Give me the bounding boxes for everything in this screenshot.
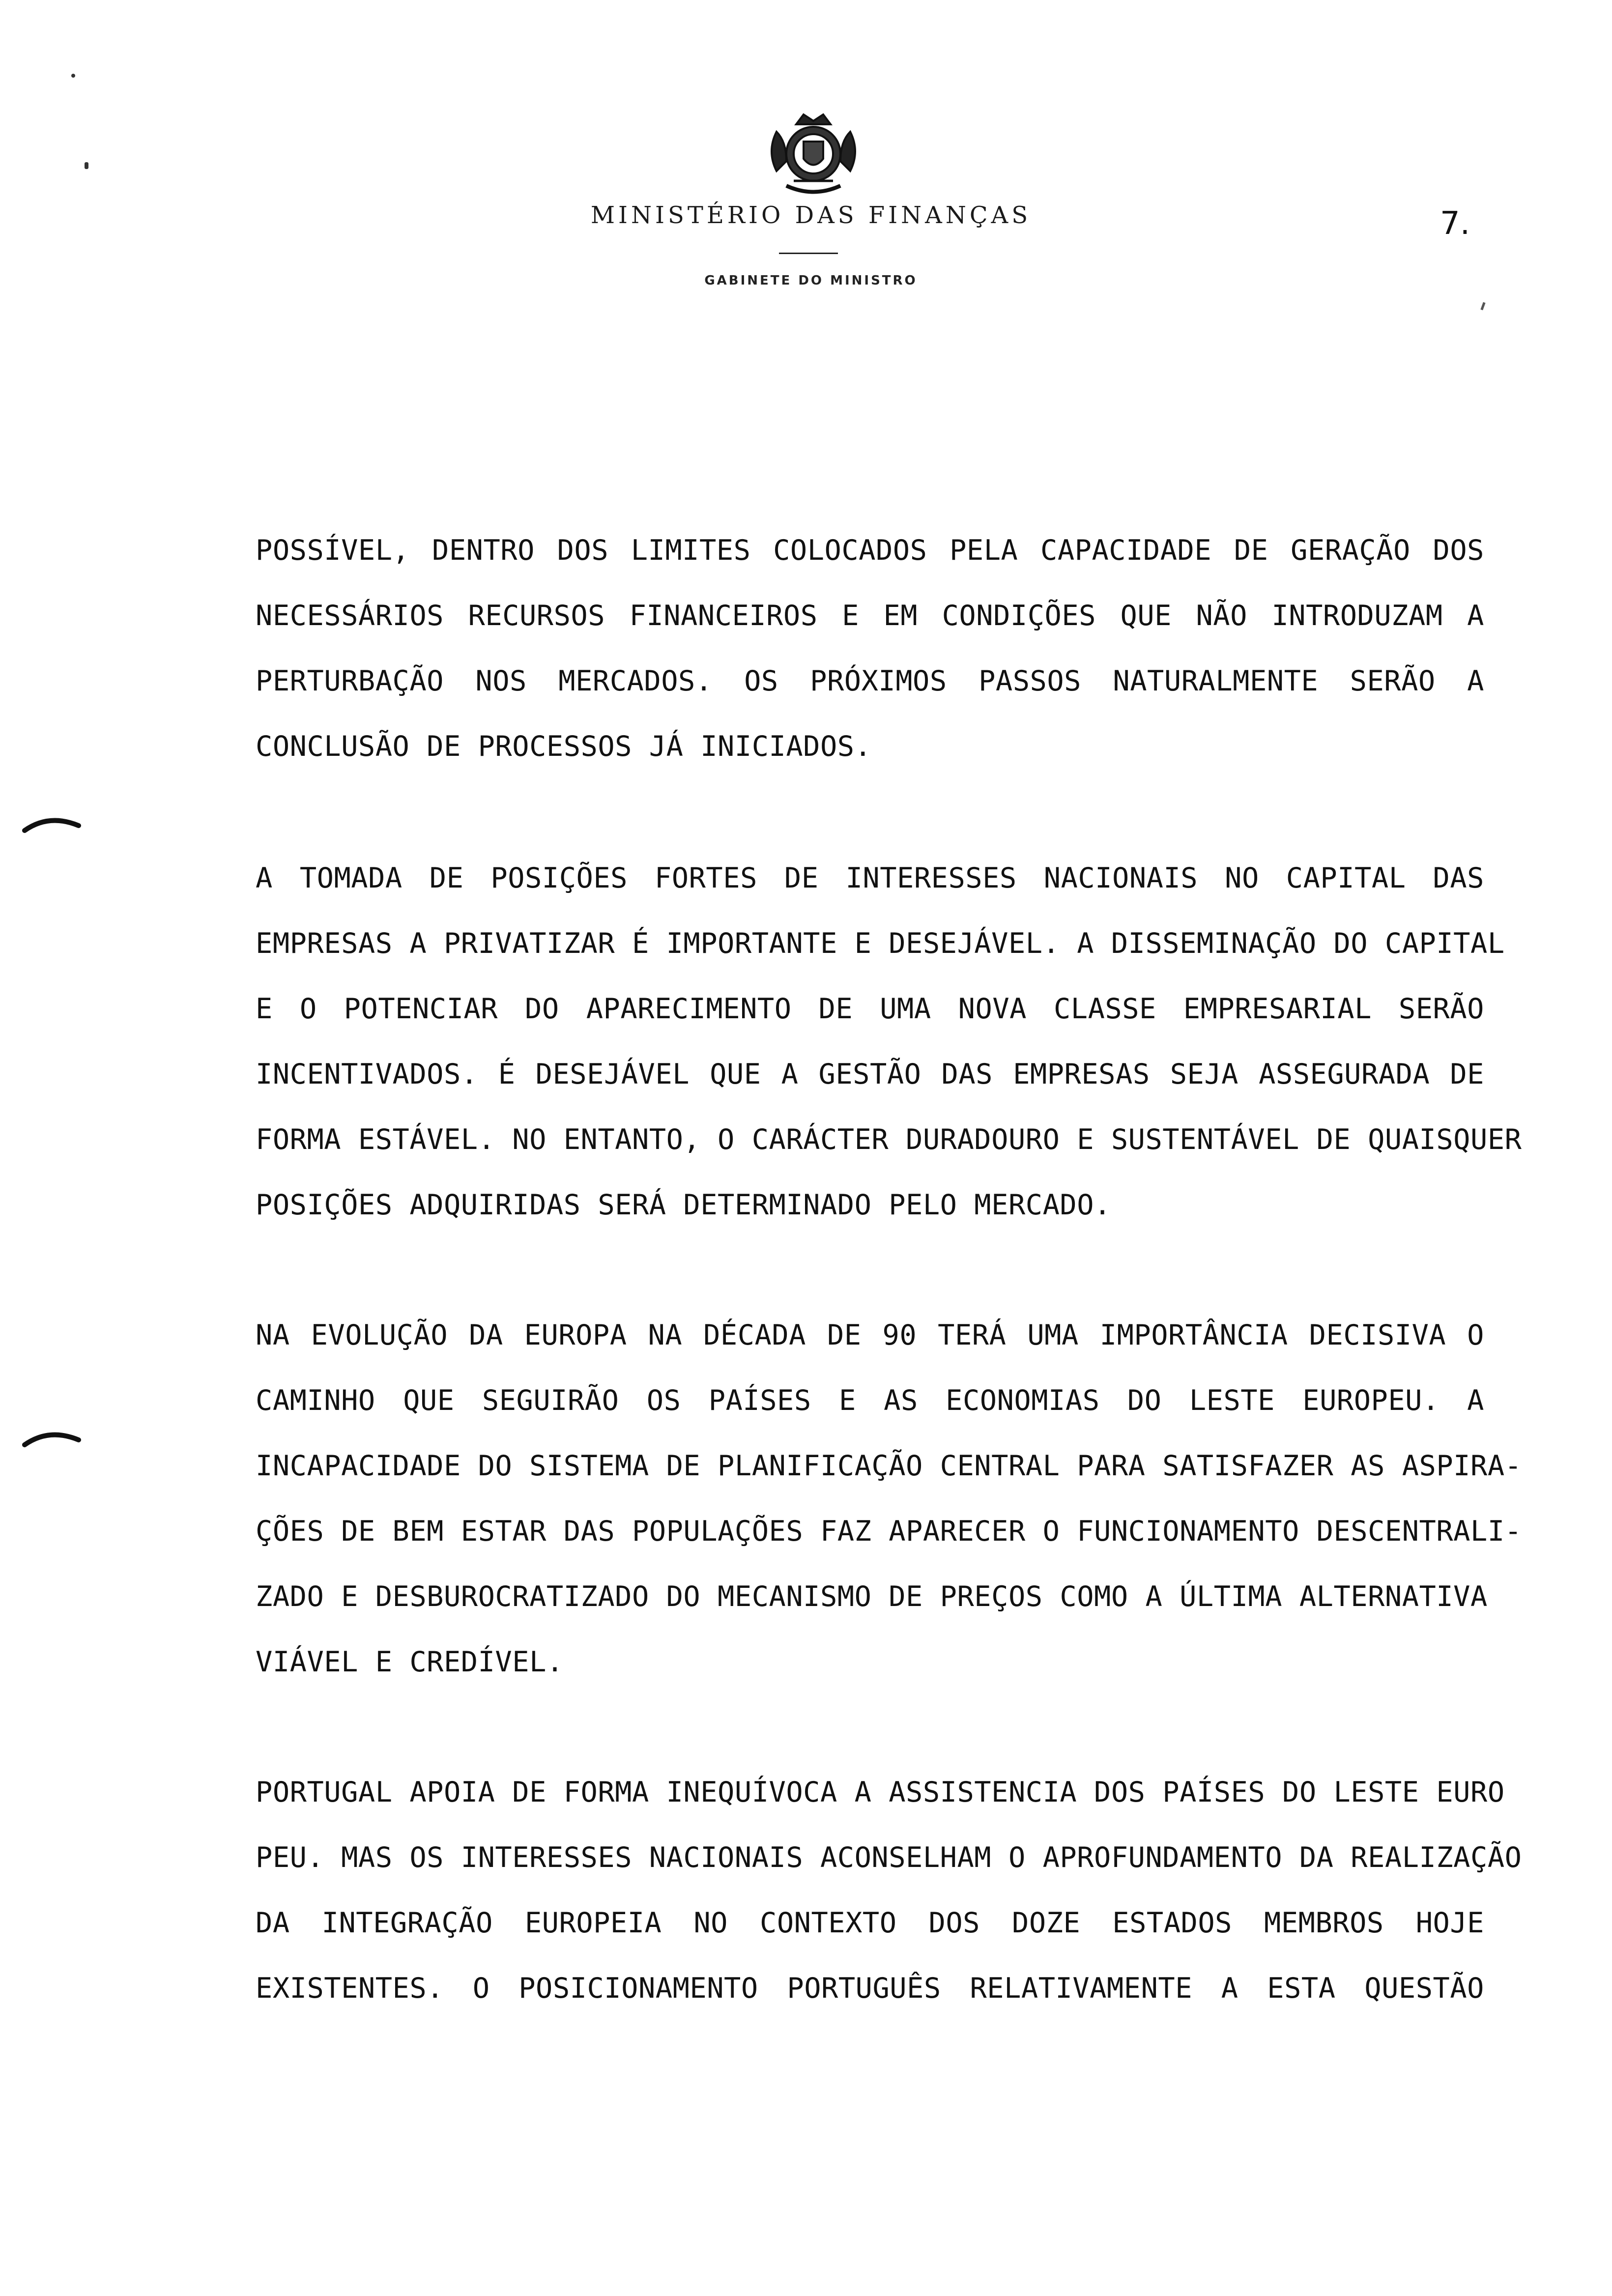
punch-hole-mark <box>20 1425 84 1455</box>
text-line: INCAPACIDADE DO SISTEMA DE PLANIFICAÇÃO CENTRAL PARA SATISFAZER AS ASPIRA- <box>256 1450 1522 1482</box>
paragraph-1 <box>256 533 1484 795</box>
paragraph-2 <box>256 861 1522 1253</box>
scan-speck <box>1480 302 1485 311</box>
text-line: NECESSÁRIOS RECURSOS FINANCEIROS E EM CONDIÇÕES QUE NÃO INTRODUZAM A <box>256 600 1484 632</box>
text-line: POSSÍVEL, DENTRO DOS LIMITES COLOCADOS PELA CAPACIDADE DE GERAÇÃO DOS <box>256 534 1484 567</box>
paragraph-3 <box>256 1318 1522 1710</box>
text-line: E O POTENCIAR DO APARECIMENTO DE UMA NOVA CLASSE EMPRESARIAL SERÃO <box>256 993 1484 1025</box>
text-line: PORTUGAL APOIA DE FORMA INEQUÍVOCA A ASSISTENCIA DOS PAÍSES DO LESTE EURO <box>256 1776 1505 1808</box>
text-line: DA INTEGRAÇÃO EUROPEIA NO CONTEXTO DOS DOZE ESTADOS MEMBROS HOJE <box>256 1907 1484 1939</box>
paragraph-4 <box>256 1775 1522 2037</box>
text-line: FORMA ESTÁVEL. NO ENTANTO, O CARÁCTER DURADOURO E SUSTENTÁVEL DE QUAISQUER <box>256 1123 1522 1156</box>
text-line: VIÁVEL E CREDÍVEL. <box>256 1646 564 1678</box>
text-line: EXISTENTES. O POSICIONAMENTO PORTUGUÊS RELATIVAMENTE A ESTA QUESTÃO <box>256 1972 1484 2005</box>
page-number: 7. <box>1440 205 1470 242</box>
text-line: PERTURBAÇÃO NOS MERCADOS. OS PRÓXIMOS PASSOS NATURALMENTE SERÃO A <box>256 665 1484 697</box>
letterhead-rule <box>779 253 838 254</box>
cabinet-subtitle: GABINETE DO MINISTRO <box>704 273 918 288</box>
text-line: EMPRESAS A PRIVATIZAR É IMPORTANTE E DESEJÁVEL. A DISSEMINAÇÃO DO CAPITAL <box>256 927 1505 960</box>
text-line: NA EVOLUÇÃO DA EUROPA NA DÉCADA DE 90 TERÁ UMA IMPORTÂNCIA DECISIVA O <box>256 1319 1484 1351</box>
text-line: POSIÇÕES ADQUIRIDAS SERÁ DETERMINADO PELO MERCADO. <box>256 1189 1111 1221</box>
text-line: ZADO E DESBUROCRATIZADO DO MECANISMO DE PREÇOS COMO A ÚLTIMA ALTERNATIVA <box>256 1580 1488 1613</box>
text-line: CAMINHO QUE SEGUIRÃO OS PAÍSES E AS ECONOMIAS DO LESTE EUROPEU. A <box>256 1384 1484 1417</box>
text-line: CONCLUSÃO DE PROCESSOS JÁ INICIADOS. <box>256 730 872 763</box>
ministry-title: MINISTÉRIO DAS FINANÇAS <box>590 201 1032 229</box>
coat-of-arms-emblem <box>757 112 870 198</box>
punch-hole-mark <box>20 811 84 840</box>
text-line: ÇÕES DE BEM ESTAR DAS POPULAÇÕES FAZ APARECER O FUNCIONAMENTO DESCENTRALI- <box>256 1515 1522 1548</box>
text-line: INCENTIVADOS. É DESEJÁVEL QUE A GESTÃO DAS EMPRESAS SEJA ASSEGURADA DE <box>256 1058 1484 1091</box>
scan-speck <box>85 162 88 169</box>
scan-speck <box>71 74 75 78</box>
text-line: A TOMADA DE POSIÇÕES FORTES DE INTERESSES NACIONAIS NO CAPITAL DAS <box>256 862 1484 894</box>
text-line: PEU. MAS OS INTERESSES NACIONAIS ACONSELHAM O APROFUNDAMENTO DA REALIZAÇÃO <box>256 1841 1522 1874</box>
